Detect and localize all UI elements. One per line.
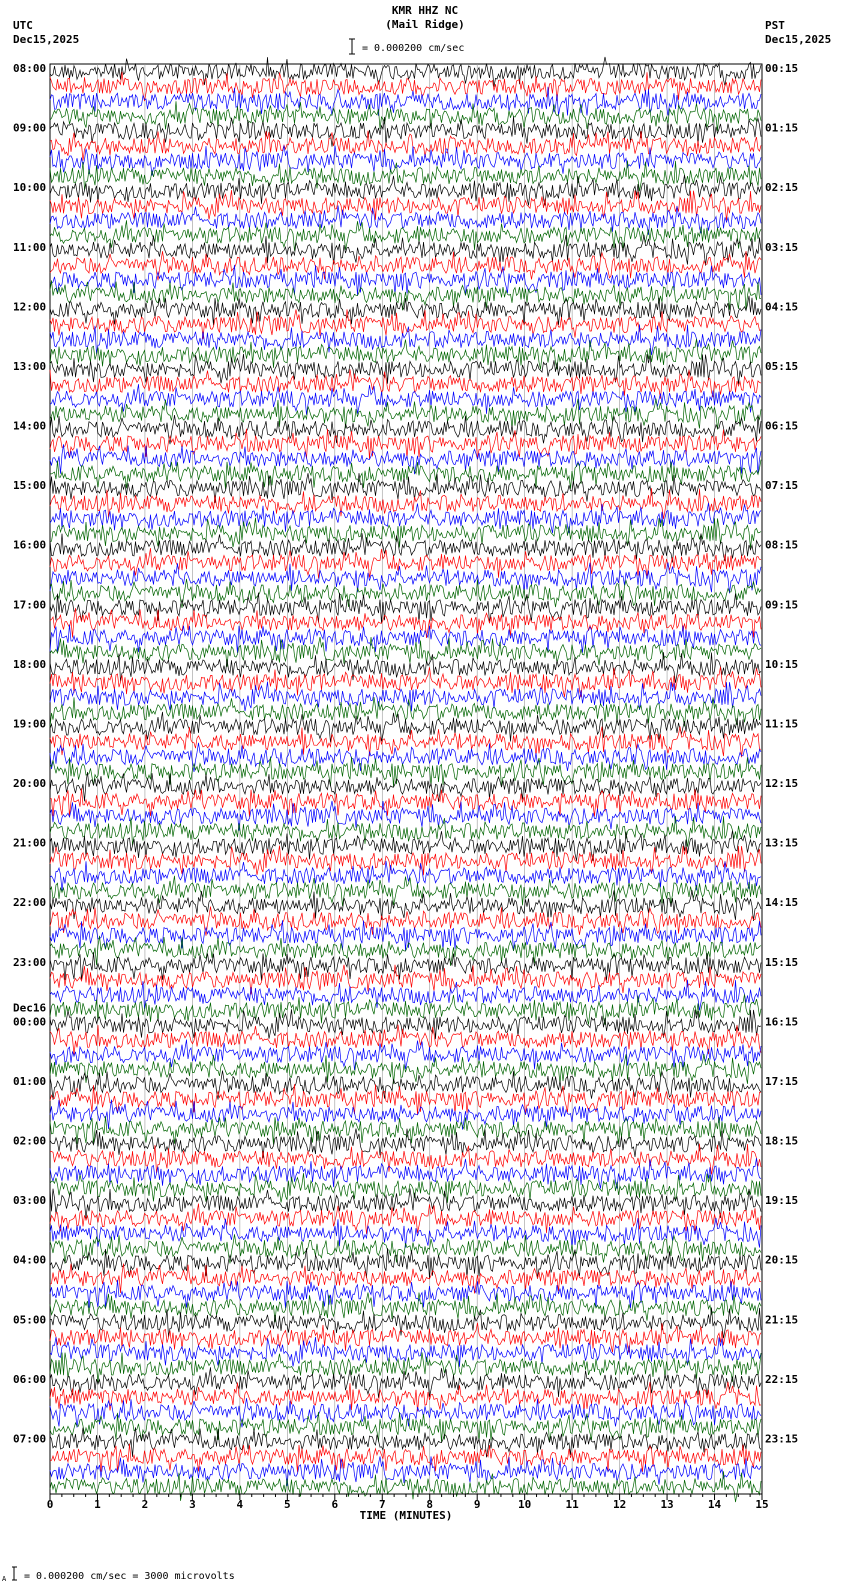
x-tick-label: 1: [94, 1498, 101, 1511]
x-axis-label: TIME (MINUTES): [359, 1509, 453, 1522]
date-change-label: Dec16: [13, 1001, 47, 1015]
utc-hour-label: 04:00: [13, 1253, 47, 1267]
pst-hour-label: 22:15: [765, 1372, 799, 1386]
utc-hour-label: 19:00: [13, 717, 47, 731]
utc-hour-label: 11:00: [13, 240, 47, 254]
x-tick-label: 14: [707, 1498, 722, 1511]
utc-hour-label: 10:00: [13, 181, 47, 195]
utc-hour-label: 18:00: [13, 657, 47, 671]
x-tick-label: 0: [46, 1498, 54, 1511]
chart-title-line2: (Mail Ridge): [385, 18, 465, 31]
footer-prefix: A: [2, 1575, 7, 1583]
pst-hour-label: 15:15: [765, 955, 799, 969]
pst-hour-label: 04:15: [765, 300, 799, 314]
pst-hour-label: 03:15: [765, 240, 799, 254]
pst-hour-label: 02:15: [765, 181, 799, 195]
utc-hour-label: 15:00: [13, 479, 47, 493]
left-timezone: UTC: [13, 19, 33, 32]
x-tick-label: 15: [755, 1498, 769, 1511]
utc-hour-label: 20:00: [13, 777, 47, 790]
x-tick-label: 6: [331, 1498, 339, 1511]
utc-hour-label: 00:00: [13, 1015, 47, 1029]
utc-hour-label: 16:00: [13, 538, 47, 552]
right-timezone: PST: [765, 19, 785, 32]
pst-hour-label: 08:15: [765, 538, 799, 552]
pst-hour-label: 10:15: [765, 657, 799, 671]
pst-hour-label: 09:15: [765, 598, 799, 612]
utc-hour-label: 21:00: [13, 836, 47, 850]
pst-hour-label: 17:15: [765, 1074, 799, 1088]
utc-hour-label: 03:00: [13, 1194, 47, 1208]
pst-hour-label: 06:15: [765, 419, 799, 433]
utc-hour-label: 01:00: [13, 1074, 47, 1088]
utc-hour-label: 14:00: [13, 419, 47, 433]
pst-hour-label: 20:15: [765, 1253, 799, 1267]
utc-hour-label: 13:00: [13, 359, 47, 373]
x-tick-label: 13: [660, 1498, 674, 1511]
left-date: Dec15,2025: [13, 33, 80, 46]
utc-hour-label: 17:00: [13, 598, 47, 612]
x-tick-label: 7: [378, 1498, 386, 1511]
pst-hour-label: 05:15: [765, 359, 799, 373]
footer-scale-text: = 0.000200 cm/sec = 3000 microvolts: [24, 1571, 235, 1582]
pst-hour-label: 21:15: [765, 1313, 799, 1327]
x-tick-label: 12: [612, 1498, 627, 1511]
utc-hour-label: 09:00: [13, 121, 47, 135]
pst-hour-label: 11:15: [765, 717, 799, 731]
utc-hour-label: 22:00: [13, 896, 47, 910]
right-date: Dec15,2025: [765, 33, 832, 46]
x-tick-label: 9: [473, 1498, 481, 1511]
utc-hour-label: 06:00: [13, 1372, 47, 1386]
x-tick-label: 8: [426, 1498, 434, 1511]
utc-hour-label: 23:00: [13, 955, 47, 969]
pst-hour-label: 00:15: [765, 62, 799, 75]
x-tick-label: 5: [284, 1498, 291, 1511]
utc-hour-label: 08:00: [13, 62, 47, 75]
x-tick-label: 10: [518, 1498, 532, 1511]
pst-hour-label: 12:15: [765, 777, 799, 790]
pst-hour-label: 23:15: [765, 1432, 799, 1446]
utc-hour-label: 07:00: [13, 1432, 47, 1446]
utc-hour-label: 12:00: [13, 300, 47, 314]
pst-hour-label: 14:15: [765, 896, 799, 910]
pst-hour-label: 19:15: [765, 1194, 799, 1208]
pst-hour-label: 13:15: [765, 836, 799, 850]
chart-title-line1: KMR HHZ NC: [391, 4, 459, 17]
pst-hour-label: 18:15: [765, 1134, 799, 1148]
pst-hour-label: 01:15: [765, 121, 799, 135]
x-tick-label: 11: [565, 1498, 579, 1511]
x-tick-label: 2: [141, 1498, 149, 1511]
pst-hour-label: 16:15: [765, 1015, 799, 1029]
x-tick-label: 4: [236, 1498, 244, 1511]
footer-scale-bar-icon: [11, 1566, 19, 1582]
utc-hour-label: 02:00: [13, 1134, 47, 1148]
utc-hour-label: 05:00: [13, 1313, 47, 1327]
pst-hour-label: 07:15: [765, 479, 799, 493]
x-tick-label: 3: [189, 1498, 196, 1511]
header-scale-text: = 0.000200 cm/sec: [362, 43, 465, 54]
